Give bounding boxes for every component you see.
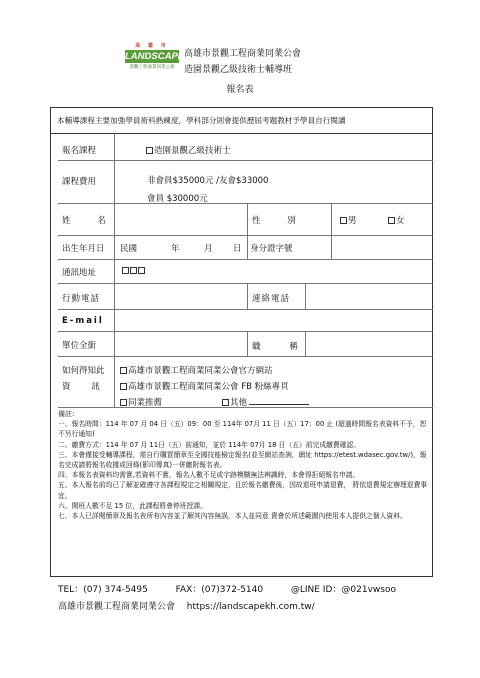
contact-line bbox=[58, 582, 396, 595]
email-field[interactable] bbox=[118, 312, 430, 329]
source-website-label: 高雄市景觀工程商業同業公會官方網站 bbox=[128, 366, 273, 376]
address-label: 通訊地址 bbox=[62, 268, 97, 278]
gender-label: 性 別 bbox=[252, 216, 297, 226]
gender-male-option[interactable] bbox=[340, 214, 357, 226]
checkbox-icon[interactable] bbox=[120, 399, 127, 406]
footer-website-link[interactable]: https://landscapekh.com.tw/ bbox=[186, 602, 315, 612]
footer-fax: FAX：(07)372-5140 bbox=[175, 585, 264, 595]
col-divider bbox=[331, 203, 332, 259]
job-title-field[interactable] bbox=[308, 334, 430, 354]
birth-month-unit: 月 bbox=[204, 244, 213, 254]
source-label-line1: 如何得知此 bbox=[62, 366, 105, 376]
col-divider bbox=[247, 203, 248, 259]
id-field[interactable] bbox=[334, 238, 430, 257]
id-label: 身分證字號 bbox=[250, 244, 293, 254]
course-title: 造園景觀乙級技術士輔導班 bbox=[184, 65, 293, 75]
col-divider bbox=[305, 331, 306, 356]
other-underline[interactable] bbox=[249, 404, 309, 405]
col-divider bbox=[305, 283, 306, 309]
birth-era: 民國 bbox=[120, 244, 138, 254]
checkbox-icon[interactable] bbox=[138, 267, 145, 274]
col-divider bbox=[247, 283, 248, 309]
footer-tel: TEL：(07) 374-5495 bbox=[58, 585, 148, 595]
note-item: 二、繳費方式：114 年 07 月 11日（五）前通知，並於 114年 07月 18 日（五）前完成繳費確認。 bbox=[58, 440, 361, 449]
checkbox-icon[interactable] bbox=[122, 267, 129, 274]
note-item: 一、報名時間：114 年 07 月 04 日（五）09：00 至 114年 07月 11 日（五）17：00 止 (超過時間報名表資料不予，恕不另行通知) bbox=[58, 420, 427, 439]
gender-female-option[interactable] bbox=[388, 214, 405, 226]
checkbox-icon[interactable] bbox=[146, 147, 153, 154]
mobile-label: 行動電話 bbox=[62, 294, 101, 304]
note-item: 六、開班人數不足 15 位，此課程將會停班授課。 bbox=[58, 501, 207, 510]
logo-brand-text: LANDSCAPE bbox=[125, 51, 185, 62]
source-option-website[interactable] bbox=[120, 364, 273, 376]
source-option-referral[interactable] bbox=[120, 396, 162, 408]
org-line bbox=[58, 599, 315, 612]
name-field[interactable] bbox=[118, 207, 244, 233]
checkbox-icon[interactable] bbox=[340, 217, 347, 224]
notes-section bbox=[58, 409, 430, 521]
male-label: 男 bbox=[348, 216, 357, 226]
email-label: E-mail bbox=[62, 316, 104, 326]
source-facebook-label: 高雄市景觀工程商業同業公會 FB 粉絲專頁 bbox=[128, 382, 289, 392]
contact-phone-label: 連絡電話 bbox=[252, 294, 291, 304]
source-option-other[interactable] bbox=[222, 396, 309, 408]
source-option-facebook[interactable] bbox=[120, 380, 289, 392]
note-item: 五、本人報名前均已了解並確遵守各課程規定之相關規定，且於報名繳費後，因故退班申請退費， 將依退費規定辦理退費事宜。 bbox=[58, 481, 428, 500]
job-title-label: 職 稱 bbox=[252, 342, 299, 352]
source-referral-label: 同業推薦 bbox=[128, 398, 163, 408]
org-name: 高雄市景觀工程商業同業公會 bbox=[184, 49, 302, 59]
intro-text: 本輔導課程主要加強學員術科熟練度，學科部分則會提供歷屆考題教材予學員自行閱讀 bbox=[51, 108, 432, 134]
logo-city-text: 高 雄 市 bbox=[135, 43, 169, 49]
birth-day-unit: 日 bbox=[233, 244, 242, 254]
course-value: 造園景觀乙級技術士 bbox=[154, 146, 231, 156]
birth-label: 出生年月日 bbox=[62, 244, 105, 254]
form-title: 報名表 bbox=[226, 85, 254, 95]
fee-label: 課程費用 bbox=[62, 177, 97, 187]
checkbox-icon[interactable] bbox=[222, 399, 229, 406]
contact-phone-field[interactable] bbox=[308, 286, 430, 306]
logo-sub-text: 景觀工程商業同業公會 bbox=[129, 65, 175, 70]
birth-year-unit: 年 bbox=[171, 244, 180, 254]
note-item: 四、本報名表資料均需實,若資料不實，報名人數不足或字跡模糊無法辨識時，本會得拒絕報名申請。 bbox=[58, 471, 360, 480]
course-label: 報名課程 bbox=[62, 146, 97, 156]
footer-line-id: @LINE ID：@021vwsoo bbox=[290, 585, 396, 595]
mobile-field[interactable] bbox=[118, 286, 244, 306]
note-item: 七、本人已詳閱簡章及報名表所有內容並了解其內容無誤，本人並同意 貴會於所述範圍內使用本人提供之個人資料。 bbox=[58, 512, 407, 521]
fee-line-2: 會員 $30000元 bbox=[147, 194, 208, 204]
source-label-line2: 資 訊 bbox=[62, 382, 100, 392]
company-label: 單位全銜 bbox=[62, 341, 97, 351]
association-logo bbox=[125, 42, 185, 76]
col-divider bbox=[114, 133, 115, 407]
postal-code-boxes[interactable] bbox=[122, 266, 146, 276]
company-field[interactable] bbox=[118, 334, 244, 354]
col-divider bbox=[247, 331, 248, 356]
checkbox-icon[interactable] bbox=[130, 267, 137, 274]
female-label: 女 bbox=[396, 216, 405, 226]
checkbox-icon[interactable] bbox=[388, 217, 395, 224]
source-other-label: 其他 bbox=[230, 398, 248, 408]
name-label: 姓 名 bbox=[62, 216, 107, 226]
fee-line-1: 非會員$35000元 /友會$33000 bbox=[147, 176, 269, 186]
notes-title: 備註: bbox=[58, 410, 75, 418]
course-option[interactable] bbox=[146, 144, 231, 156]
note-item: 三、本會僅接受輔導課程，需自行購買簡章至全國技能檢定報名(並至網站查詢，網址 https://etest.wdasec.gov.tw/)，報名完成請將報名收據或回條(影印傳真)一併繳附報名表。 bbox=[58, 450, 427, 470]
checkbox-icon[interactable] bbox=[120, 367, 127, 374]
checkbox-icon[interactable] bbox=[120, 383, 127, 390]
footer-org: 高雄市景觀工程商業同業公會 bbox=[58, 602, 176, 612]
